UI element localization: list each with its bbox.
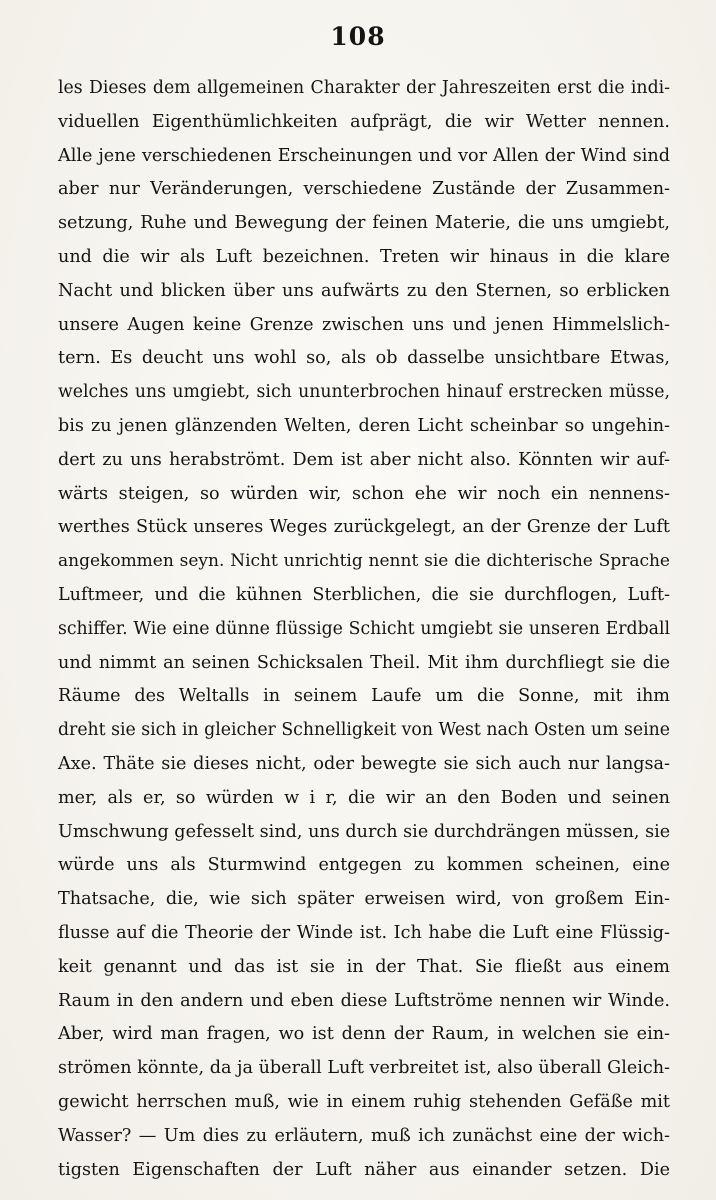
text-line: Thatsache, die, wie sich später erweisen wird, von großem Ein- [58,889,670,910]
text-line: gewicht herrschen muß, wie in einem ruhig stehenden Gefäße mit [58,1091,670,1112]
text-line: setzung, Ruhe und Bewegung der feinen Materie, die uns umgiebt, [58,213,670,234]
page-number: 108 [330,22,386,51]
text-line: dert zu uns herabströmt. Dem ist aber nicht also. Könnten wir auf- [58,449,670,470]
text-line: welches uns umgiebt, sich ununterbrochen hinauf erstrecken müsse, [58,382,670,403]
text-line: keit genannt und das ist sie in der That. Sie fließt aus einem [58,956,670,977]
text-line: Alle jene verschiedenen Erscheinungen und vor Allen der Wind sind [58,145,670,166]
text-line: angekommen seyn. Nicht unrichtig nennt sie die dichterische Sprache [58,551,670,572]
text-line: bis zu jenen glänzenden Welten, deren Licht scheinbar so ungehin- [58,415,670,436]
text-line: Nacht und blicken über uns aufwärts zu den Sternen, so erblicken [58,280,670,301]
text-line: Wasser? — Um dies zu erläutern, muß ich zunächst eine der wich- [58,1125,670,1146]
text-line: mer, als er, so würden w i r, die wir an den Boden und seinen [58,787,670,808]
text-line: Raum in den andern und eben diese Luftströme nennen wir Winde. [58,990,670,1011]
text-line: und nimmt an seinen Schicksalen Theil. Mit ihm durchfliegt sie die [58,652,670,673]
text-line: Luftmeer, und die kühnen Sterblichen, die sie durchflogen, Luft- [58,584,670,605]
body-text [58,72,670,1187]
text-line: und die wir als Luft bezeichnen. Treten wir hinaus in die klare [58,246,670,267]
text-line: tern. Es deucht uns wohl so, als ob dasselbe unsichtbare Etwas, [58,348,670,369]
text-line: aber nur Veränderungen, verschiedene Zustände der Zusammen- [58,179,670,200]
text-line: Umschwung gefesselt sind, uns durch sie durchdrängen müssen, sie [58,821,671,842]
text-line: unsere Augen keine Grenze zwischen uns und jenen Himmelslich- [58,314,670,335]
text-line: wärts steigen, so würden wir, schon ehe wir noch ein nennens- [58,483,670,504]
text-line: strömen könnte, da ja überall Luft verbreitet ist, also überall Gleich- [58,1058,670,1079]
text-line: werthes Stück unseres Weges zurückgelegt, an der Grenze der Luft [58,517,670,538]
text-line: les Dieses dem allgemeinen Charakter der Jahreszeiten erst die indi- [58,78,670,98]
text-line: würde uns als Sturmwind entgegen zu kommen scheinen, eine [58,855,670,876]
text-line: dreht sie sich in gleicher Schnelligkeit von West nach Osten um seine [58,720,670,741]
text-line: Aber, wird man fragen, wo ist denn der Raum, in welchen sie ein- [58,1024,670,1045]
text-line: Axe. Thäte sie dieses nicht, oder bewegte sie sich auch nur langsa- [58,753,670,774]
text-line: schiffer. Wie eine dünne flüssige Schicht umgiebt sie unseren Erdball [58,618,670,639]
text-line: flusse auf die Theorie der Winde ist. Ich habe die Luft eine Flüssig- [58,922,670,943]
text-line: Räume des Weltalls in seinem Laufe um die Sonne, mit ihm [58,686,670,707]
text-line: viduellen Eigenthümlichkeiten aufprägt, die wir Wetter nennen. [58,111,670,132]
text-line: tigsten Eigenschaften der Luft näher aus einander setzen. Die [58,1159,670,1180]
